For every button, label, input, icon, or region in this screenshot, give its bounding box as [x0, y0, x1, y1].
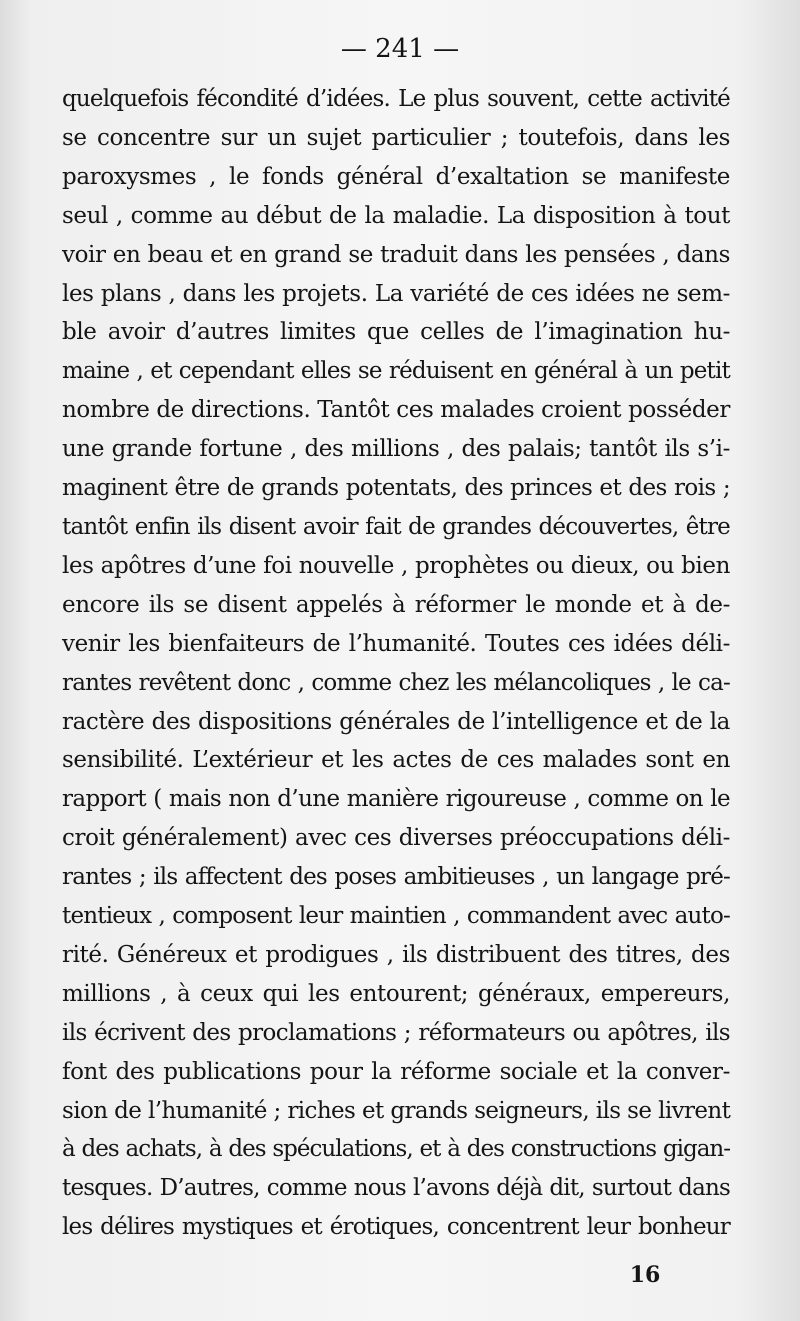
signature-mark: 16	[629, 1262, 661, 1288]
text-line: ils écrivent des proclamations ; réformateurs ou apôtres, ils	[62, 1019, 730, 1046]
text-line: une grande fortune , des millions , des palais; tantôt ils s’i-	[62, 436, 730, 463]
text-line: ractère des dispositions générales de l’intelligence et de la	[62, 708, 730, 735]
text-line: à des achats, à des spéculations, et à des constructions gigan-	[62, 1136, 730, 1163]
text-line: tantôt enfin ils disent avoir fait de grandes découvertes, être	[62, 513, 730, 540]
text-line: rapport ( mais non d’une manière rigoureuse , comme on le	[62, 786, 730, 813]
page-number: — 241 —	[340, 34, 460, 64]
text-line: sensibilité. L’extérieur et les actes de ces malades sont en	[62, 747, 730, 774]
text-line: maginent être de grands potentats, des princes et des rois ;	[62, 475, 730, 502]
text-line: voir en beau et en grand se traduit dans les pensées , dans	[62, 241, 730, 268]
text-line: seul , comme au début de la maladie. La disposition à tout	[62, 202, 730, 229]
text-line: nombre de directions. Tantôt ces malades croient posséder	[62, 397, 730, 424]
text-line: font des publications pour la réforme sociale et la conver-	[62, 1058, 730, 1085]
text-line: tesques. D’autres, comme nous l’avons déjà dit, surtout dans	[62, 1175, 730, 1202]
text-line: sion de l’humanité ; riches et grands seigneurs, ils se livrent	[62, 1097, 731, 1124]
text-line: ble avoir d’autres limites que celles de l’imagination hu-	[62, 319, 730, 346]
text-line: rantes ; ils affectent des poses ambitieuses , un langage pré-	[62, 864, 730, 891]
text-line: rité. Généreux et prodigues , ils distribuent des titres, des	[62, 941, 730, 968]
text-line: les plans , dans les projets. La variété de ces idées ne sem-	[62, 280, 730, 307]
text-line: rantes revêtent donc , comme chez les mélancoliques , le ca-	[62, 669, 730, 696]
text-line: les délires mystiques et érotiques, concentrent leur bonheur	[62, 1214, 730, 1241]
text-line: croit généralement) avec ces diverses préoccupations déli-	[62, 825, 730, 852]
text-line: millions , à ceux qui les entourent; généraux, empereurs,	[62, 980, 730, 1007]
text-line: quelquefois fécondité d’idées. Le plus souvent, cette activité	[62, 86, 730, 112]
text-line: se concentre sur un sujet particulier ; toutefois, dans les	[62, 124, 730, 151]
text-line: encore ils se disent appelés à réformer le monde et à de-	[62, 591, 730, 618]
text-line: maine , et cependant elles se réduisent en général à un petit	[62, 358, 730, 385]
text-line: venir les bienfaiteurs de l’humanité. Toutes ces idées déli-	[62, 630, 730, 657]
text-line: les apôtres d’une foi nouvelle , prophètes ou dieux, ou bien	[62, 552, 730, 579]
text-line: tentieux , composent leur maintien , commandent avec auto-	[62, 903, 730, 930]
body-text	[62, 80, 730, 1247]
text-line: paroxysmes , le fonds général d’exaltation se manifeste	[62, 163, 730, 190]
